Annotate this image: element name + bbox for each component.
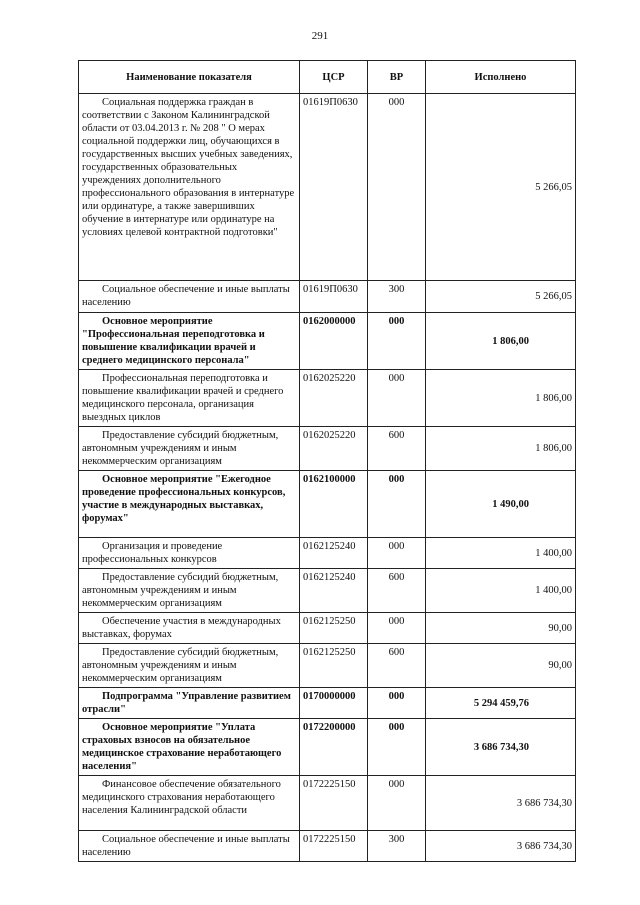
table-row bbox=[79, 313, 576, 370]
row-vr: 000 bbox=[368, 370, 426, 427]
row-name: Предоставление субсидий бюджетным, автономным учреждениям и иным некоммерческим организациям bbox=[79, 569, 300, 613]
table-row bbox=[79, 688, 576, 719]
table-row bbox=[79, 831, 576, 862]
row-name: Основное мероприятие "Уплата страховых взносов на обязательное медицинское страхование неработающего населения" bbox=[79, 719, 300, 776]
row-name: Обеспечение участия в международных выставках, форумах bbox=[79, 613, 300, 644]
row-executed: 1 400,00 bbox=[426, 538, 576, 569]
row-executed: 5 266,05 bbox=[426, 281, 576, 313]
table-row bbox=[79, 427, 576, 471]
table-row bbox=[79, 94, 576, 281]
row-name: Финансовое обеспечение обязательного медицинского страхования неработающего населения Калининградской области bbox=[79, 776, 300, 831]
row-executed: 1 490,00 bbox=[426, 471, 576, 538]
header-csr: ЦСР bbox=[300, 61, 368, 94]
row-vr: 000 bbox=[368, 719, 426, 776]
row-csr: 0162125250 bbox=[300, 613, 368, 644]
row-csr: 0162025220 bbox=[300, 427, 368, 471]
row-vr: 000 bbox=[368, 94, 426, 281]
row-csr: 0172200000 bbox=[300, 719, 368, 776]
row-vr: 000 bbox=[368, 471, 426, 538]
row-executed: 5 294 459,76 bbox=[426, 688, 576, 719]
table-row bbox=[79, 719, 576, 776]
row-executed: 90,00 bbox=[426, 613, 576, 644]
row-executed: 1 806,00 bbox=[426, 427, 576, 471]
row-vr: 300 bbox=[368, 831, 426, 862]
row-name: Социальное обеспечение и иные выплаты населению bbox=[79, 831, 300, 862]
table-row bbox=[79, 471, 576, 538]
row-executed: 90,00 bbox=[426, 644, 576, 688]
table-row bbox=[79, 569, 576, 613]
row-csr: 01619П0630 bbox=[300, 281, 368, 313]
row-csr: 01619П0630 bbox=[300, 94, 368, 281]
row-executed: 1 806,00 bbox=[426, 370, 576, 427]
row-vr: 600 bbox=[368, 569, 426, 613]
row-vr: 000 bbox=[368, 776, 426, 831]
row-vr: 600 bbox=[368, 644, 426, 688]
table-row bbox=[79, 538, 576, 569]
row-vr: 000 bbox=[368, 613, 426, 644]
row-executed: 3 686 734,30 bbox=[426, 719, 576, 776]
header-name: Наименование показателя bbox=[79, 61, 300, 94]
row-csr: 0162125250 bbox=[300, 644, 368, 688]
row-executed: 3 686 734,30 bbox=[426, 831, 576, 862]
row-csr: 0172225150 bbox=[300, 831, 368, 862]
row-csr: 0162025220 bbox=[300, 370, 368, 427]
table-row bbox=[79, 776, 576, 831]
row-name: Подпрограмма "Управление развитием отрасли" bbox=[79, 688, 300, 719]
row-csr: 0172225150 bbox=[300, 776, 368, 831]
row-vr: 300 bbox=[368, 281, 426, 313]
row-name: Организация и проведение профессиональных конкурсов bbox=[79, 538, 300, 569]
row-vr: 000 bbox=[368, 538, 426, 569]
row-csr: 0162100000 bbox=[300, 471, 368, 538]
row-name: Основное мероприятие "Профессиональная переподготовка и повышение квалификации врачей и среднего медицинского персонала" bbox=[79, 313, 300, 370]
row-executed: 1 806,00 bbox=[426, 313, 576, 370]
row-csr: 0162125240 bbox=[300, 538, 368, 569]
table-row bbox=[79, 370, 576, 427]
row-vr: 000 bbox=[368, 313, 426, 370]
row-name: Предоставление субсидий бюджетным, автономным учреждениям и иным некоммерческим организациям bbox=[79, 644, 300, 688]
page-number: 291 bbox=[311, 30, 329, 42]
table-row bbox=[79, 613, 576, 644]
table-row bbox=[79, 281, 576, 313]
budget-execution-table bbox=[78, 60, 576, 862]
table-header-row bbox=[79, 61, 576, 94]
row-name: Социальная поддержка граждан в соответствии с Законом Калининградской области от 03.04.2013 г. № 208 " О мерах социальной поддержки лиц, обучающихся в государственных высших учебных заведениях, государственных образовательных учреждениях дополнительного профессионального образования в интернатуре или ординатуре, а также завершивших обучение в интернатуре или ординатуре на условиях целевой контрактной подготовки" bbox=[79, 94, 300, 281]
row-name: Предоставление субсидий бюджетным, автономным учреждениям и иным некоммерческим организациям bbox=[79, 427, 300, 471]
row-csr: 0170000000 bbox=[300, 688, 368, 719]
row-csr: 0162125240 bbox=[300, 569, 368, 613]
header-executed: Исполнено bbox=[426, 61, 576, 94]
row-vr: 600 bbox=[368, 427, 426, 471]
row-executed: 5 266,05 bbox=[426, 94, 576, 281]
row-name: Социальное обеспечение и иные выплаты населению bbox=[79, 281, 300, 313]
row-name: Профессиональная переподготовка и повышение квалификации врачей и среднего медицинского персонала, организация выездных циклов bbox=[79, 370, 300, 427]
row-vr: 000 bbox=[368, 688, 426, 719]
row-executed: 3 686 734,30 bbox=[426, 776, 576, 831]
row-csr: 0162000000 bbox=[300, 313, 368, 370]
table-row bbox=[79, 644, 576, 688]
row-name: Основное мероприятие "Ежегодное проведение профессиональных конкурсов, участие в международных выставках, форумах" bbox=[79, 471, 300, 538]
row-executed: 1 400,00 bbox=[426, 569, 576, 613]
header-vr: ВР bbox=[368, 61, 426, 94]
